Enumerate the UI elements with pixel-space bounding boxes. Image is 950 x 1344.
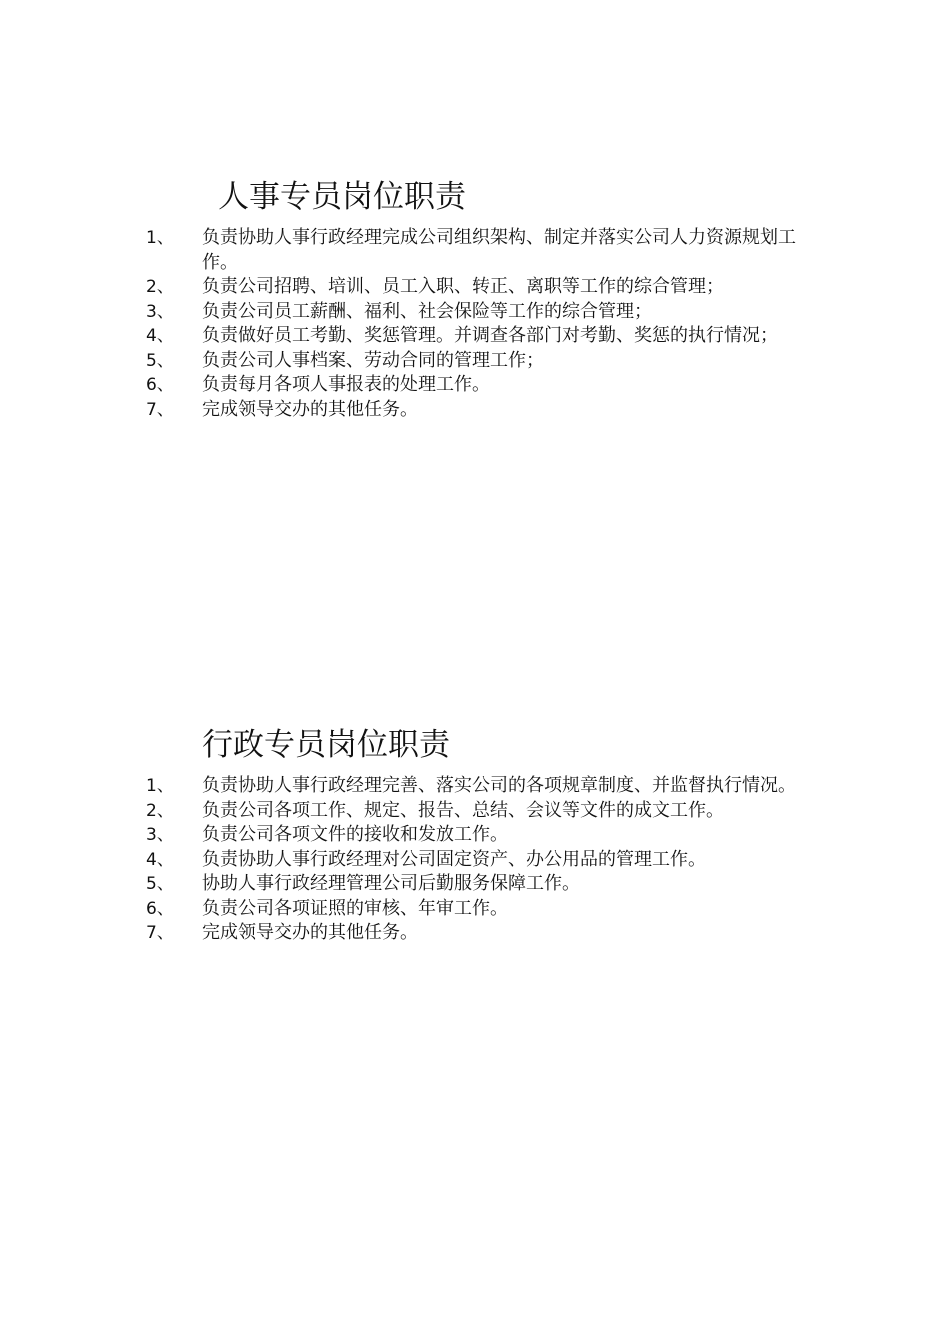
item-number: 4、 <box>146 326 174 346</box>
list-item <box>0 349 950 374</box>
item-number: 3、 <box>146 301 174 322</box>
item-text: 负责公司各项证照的审核、年审工作。 <box>202 897 508 919</box>
item-number: 7、 <box>146 923 174 943</box>
list-item <box>0 398 950 423</box>
item-number: 4、 <box>146 849 174 870</box>
item-number: 5、 <box>146 874 174 894</box>
item-text: 负责协助人事行政经理对公司固定资产、办公用品的管理工作。 <box>202 848 706 870</box>
item-number: 5、 <box>146 350 174 371</box>
list-item <box>0 823 950 848</box>
item-number: 2、 <box>146 800 174 821</box>
item-text: 负责协助人事行政经理完善、落实公司的各项规章制度、并监督执行情况。 <box>202 775 796 796</box>
item-number: 1、 <box>146 776 174 796</box>
item-number: 6、 <box>146 375 174 395</box>
item-text: 负责公司人事档案、劳动合同的管理工作； <box>202 349 544 371</box>
list-item <box>0 324 950 349</box>
duty-list <box>0 774 950 946</box>
list-item <box>0 373 950 398</box>
list-item <box>0 275 950 300</box>
item-text: 负责公司员工薪酬、福利、社会保险等工作的综合管理； <box>202 300 652 322</box>
section-title: 人事专员岗位职责 <box>218 179 466 215</box>
item-text: 完成领导交办的其他任务。 <box>202 922 418 943</box>
item-text: 完成领导交办的其他任务。 <box>202 398 418 420</box>
item-text: 负责每月各项人事报表的处理工作。 <box>202 374 490 395</box>
item-text: 负责公司招聘、培训、员工入职、转正、离职等工作的综合管理； <box>202 276 724 297</box>
list-item <box>0 774 950 799</box>
item-number: 1、 <box>146 228 174 248</box>
item-text: 负责做好员工考勤、奖惩管理。并调查各部门对考勤、奖惩的执行情况； <box>202 325 778 346</box>
item-text: 负责公司各项工作、规定、报告、总结、会议等文件的成文工作。 <box>202 799 724 821</box>
section-title: 行政专员岗位职责 <box>202 727 450 763</box>
list-item <box>0 872 950 897</box>
list-item <box>0 799 950 824</box>
list-item <box>0 897 950 922</box>
duty-list <box>0 226 950 422</box>
list-item <box>0 848 950 873</box>
item-text: 负责公司各项文件的接收和发放工作。 <box>202 824 508 845</box>
list-item <box>0 226 950 275</box>
list-item <box>0 300 950 325</box>
item-number: 2、 <box>146 277 174 297</box>
item-text: 负责协助人事行政经理完成公司组织架构、制定并落实公司人力资源规划工作。 <box>202 227 796 273</box>
item-text: 协助人事行政经理管理公司后勤服务保障工作。 <box>202 873 580 894</box>
list-item <box>0 921 950 946</box>
item-number: 3、 <box>146 825 174 845</box>
item-number: 7、 <box>146 399 174 420</box>
item-number: 6、 <box>146 898 174 919</box>
